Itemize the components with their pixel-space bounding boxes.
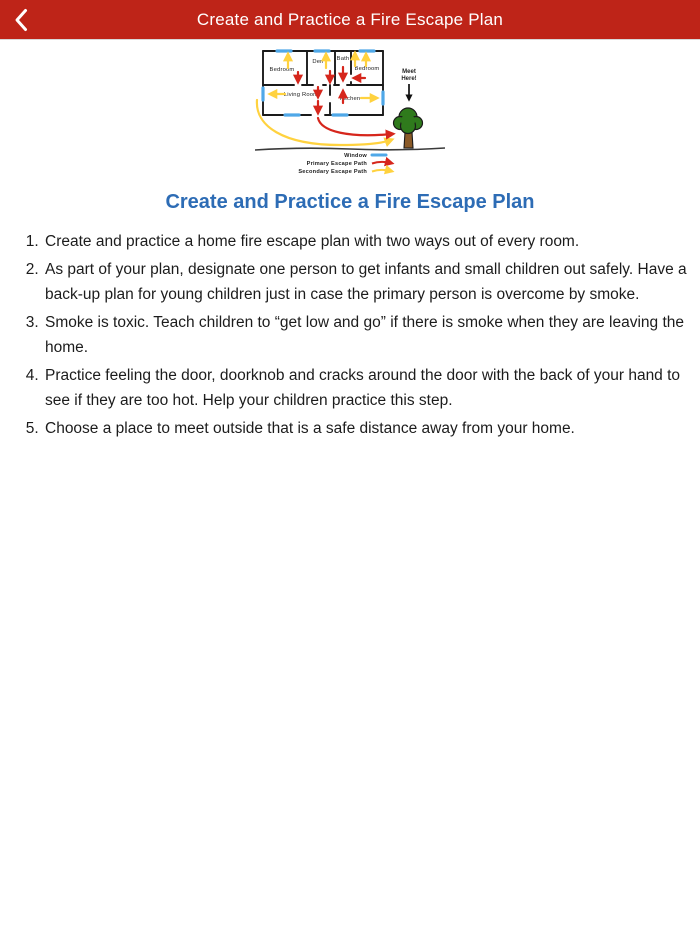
- room-label-kitchen: Kitchen: [339, 96, 361, 102]
- ground-line: [255, 148, 445, 150]
- meet-here-line1: Meet: [402, 69, 416, 75]
- list-item-4: 4. Practice feeling the door, doorknob and cracks around the door with the back of your hand to see if they are too hot. Help your children practice this step.: [43, 363, 688, 413]
- room-label-bedroom-2: Bedroom: [354, 66, 380, 72]
- room-label-den: Den: [312, 59, 324, 65]
- chevron-left-icon: [14, 8, 28, 32]
- tips-list: [10, 229, 688, 441]
- fire-escape-plan-illustration: [255, 48, 445, 180]
- room-label-bedroom-1: Bedroom: [269, 67, 295, 73]
- back-button[interactable]: [14, 0, 48, 40]
- meet-here-label: [401, 69, 416, 99]
- meet-here-line2: Here!: [401, 76, 417, 82]
- legend-label-secondary: Secondary Escape Path: [298, 169, 367, 175]
- nav-title: Create and Practice a Fire Escape Plan: [196, 9, 504, 29]
- legend: [298, 153, 391, 175]
- room-label-living-room: Living Room: [283, 92, 319, 98]
- list-item-1: 1. Create and practice a home fire escape plan with two ways out of every room.: [43, 229, 688, 254]
- list-item-2: 2. As part of your plan, designate one person to get infants and small children out safely. Have a back-up plan for young children just in case the primary person is overcome by smoke.: [43, 257, 688, 307]
- list-item-5: 5. Choose a place to meet outside that is a safe distance away from your home.: [43, 416, 688, 441]
- room-label-bath: Bath: [336, 56, 350, 62]
- page-title: Create and Practice a Fire Escape Plan: [165, 191, 535, 213]
- floor-plan-drawing: [255, 48, 445, 180]
- legend-primary-arrow: [372, 162, 391, 164]
- content-area: [0, 229, 700, 441]
- legend-label-window: Window: [344, 153, 367, 159]
- tree-icon: [394, 108, 423, 148]
- nav-bar: [0, 0, 700, 40]
- legend-secondary-arrow: [372, 170, 391, 172]
- legend-label-primary: Primary Escape Path: [306, 161, 367, 167]
- list-item-3: 3. Smoke is toxic. Teach children to “get low and go” if there is smoke when they are leaving the home.: [43, 310, 688, 360]
